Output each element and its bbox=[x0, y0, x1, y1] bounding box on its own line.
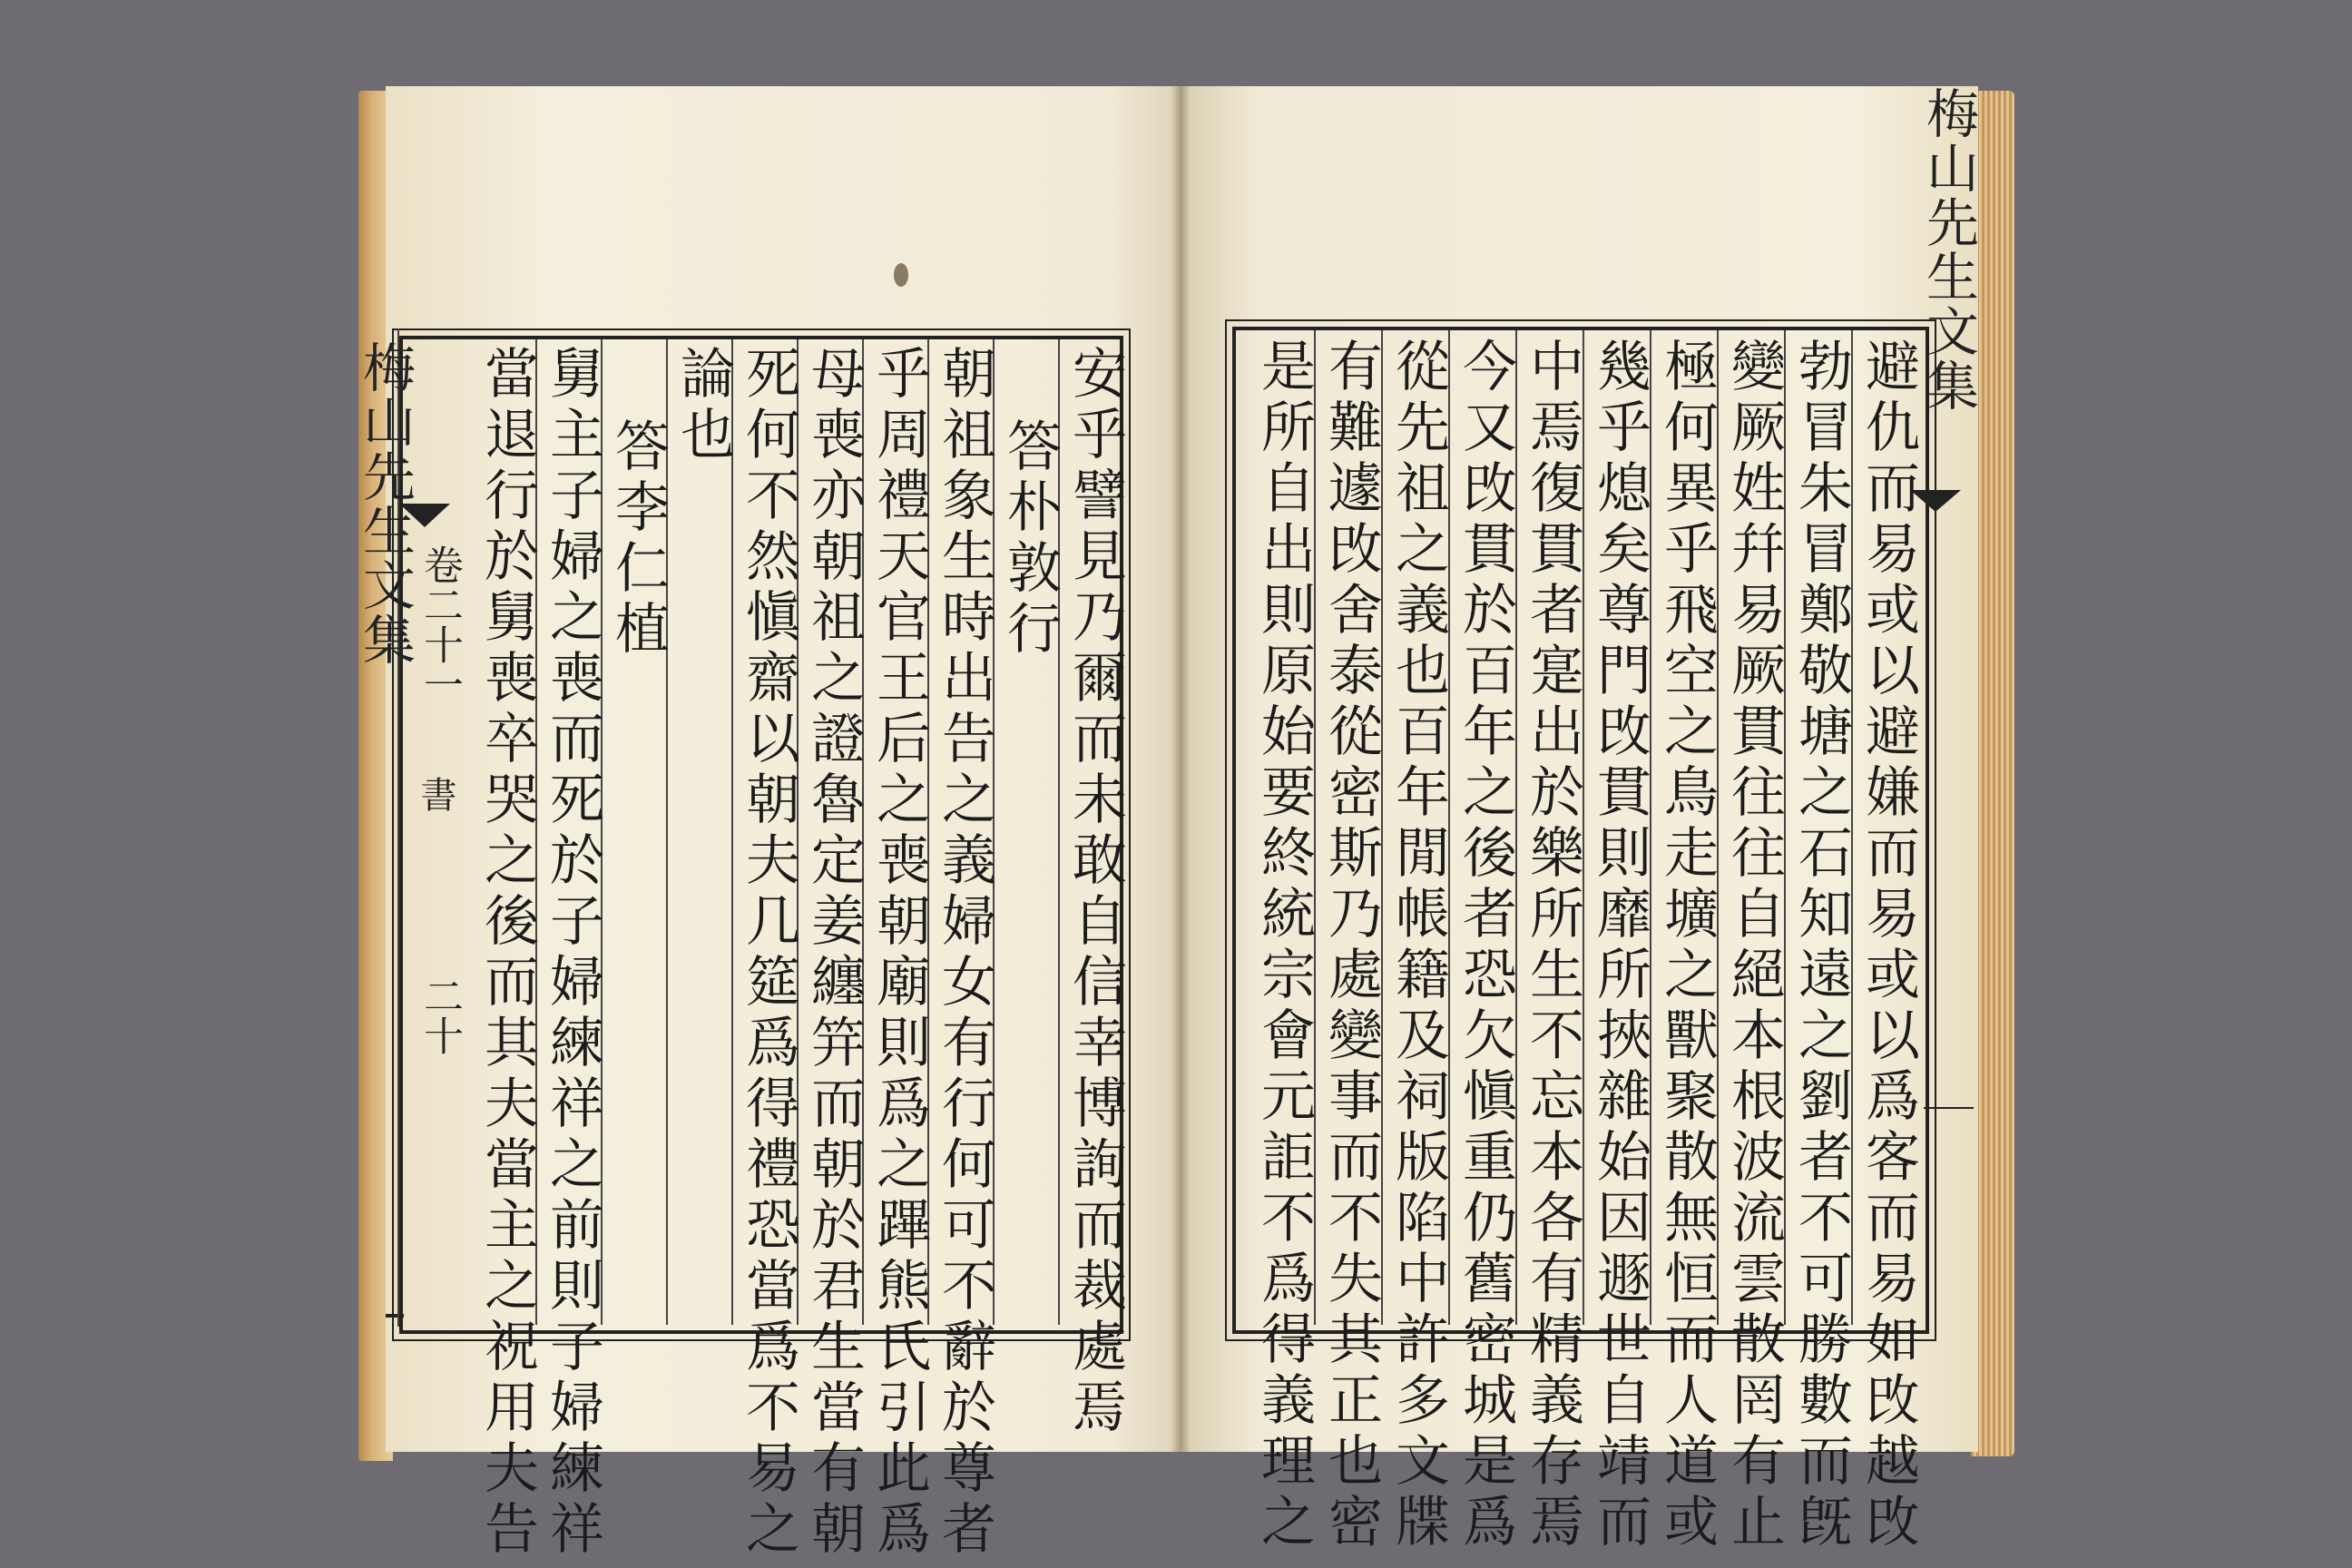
right-edge-rule bbox=[1924, 1107, 1974, 1109]
text-column: 母喪亦朝祖之證魯定姜纏笄而朝於君生當有朝 bbox=[802, 345, 866, 1561]
left-margin-title: 梅山先生文集 bbox=[354, 340, 416, 667]
text-column: 論也 bbox=[671, 345, 735, 466]
letter-heading: 答李仁植 bbox=[606, 417, 670, 661]
text-column: 從先祖之義也百年閒帳籍及祠版陷中許多文牒 bbox=[1387, 338, 1450, 1553]
letter-heading: 答朴敦行 bbox=[998, 417, 1062, 661]
text-column: 極何異乎飛空之鳥走壙之獸聚散無恒而人道或 bbox=[1655, 338, 1719, 1553]
text-column: 勃冒朱冒鄭敬塘之石知遠之劉者不可勝數而旣 bbox=[1789, 338, 1853, 1553]
right-margin-title: 梅山先生文集 bbox=[1917, 86, 1979, 413]
text-column: 朝祖象生時出告之義婦女有行何可不辭於尊者 bbox=[933, 345, 996, 1561]
book-gutter bbox=[1171, 86, 1191, 1452]
text-column: 是所自出則原始要終統宗會元詎不爲得義理之 bbox=[1252, 338, 1316, 1553]
column-rule bbox=[731, 339, 733, 1325]
text-column: 中焉復貫者寔出於樂所生不忘本各有精義存焉 bbox=[1521, 338, 1584, 1553]
text-column: 幾乎熄矣尊門攺貫則靡所挾雜始因遯世自靖而 bbox=[1588, 338, 1651, 1553]
text-column: 有難遽攺舍泰從密斯乃處變事而不失其正也密 bbox=[1319, 338, 1383, 1553]
left-frame-extension bbox=[386, 1314, 404, 1318]
left-category-label: 書 bbox=[415, 776, 456, 812]
left-volume-label: 卷二十一 bbox=[416, 544, 463, 704]
paper-stain bbox=[894, 263, 908, 287]
text-column: 避仇而易或以避嫌而易或以爲客而易如攺越攺 bbox=[1857, 338, 1920, 1553]
text-column: 當退行於舅喪卒哭之後而其夫當主之祝用夫告 bbox=[475, 345, 539, 1561]
text-column: 死何不然愼齋以朝夫几筵爲得禮恐當爲不易之 bbox=[737, 345, 800, 1561]
text-column: 變厥姓幷易厥貫往往自絕本根波流雲散罔有止 bbox=[1722, 338, 1786, 1553]
text-column: 舅主子婦之喪而死於子婦練祥之前則子婦練祥 bbox=[541, 345, 604, 1561]
text-column: 乎周禮天官王后之喪朝廟則爲之蹕熊氏引此爲 bbox=[867, 345, 931, 1561]
fishtail-ornament-icon bbox=[399, 504, 450, 527]
text-column: 安乎譬見乃爾而未敢自信幸博詢而裁處焉 bbox=[1063, 345, 1127, 1439]
left-page-number: 二十 bbox=[416, 975, 463, 1055]
text-column: 今又攺貫於百年之後者恐欠愼重仍舊密城是爲 bbox=[1454, 338, 1517, 1553]
